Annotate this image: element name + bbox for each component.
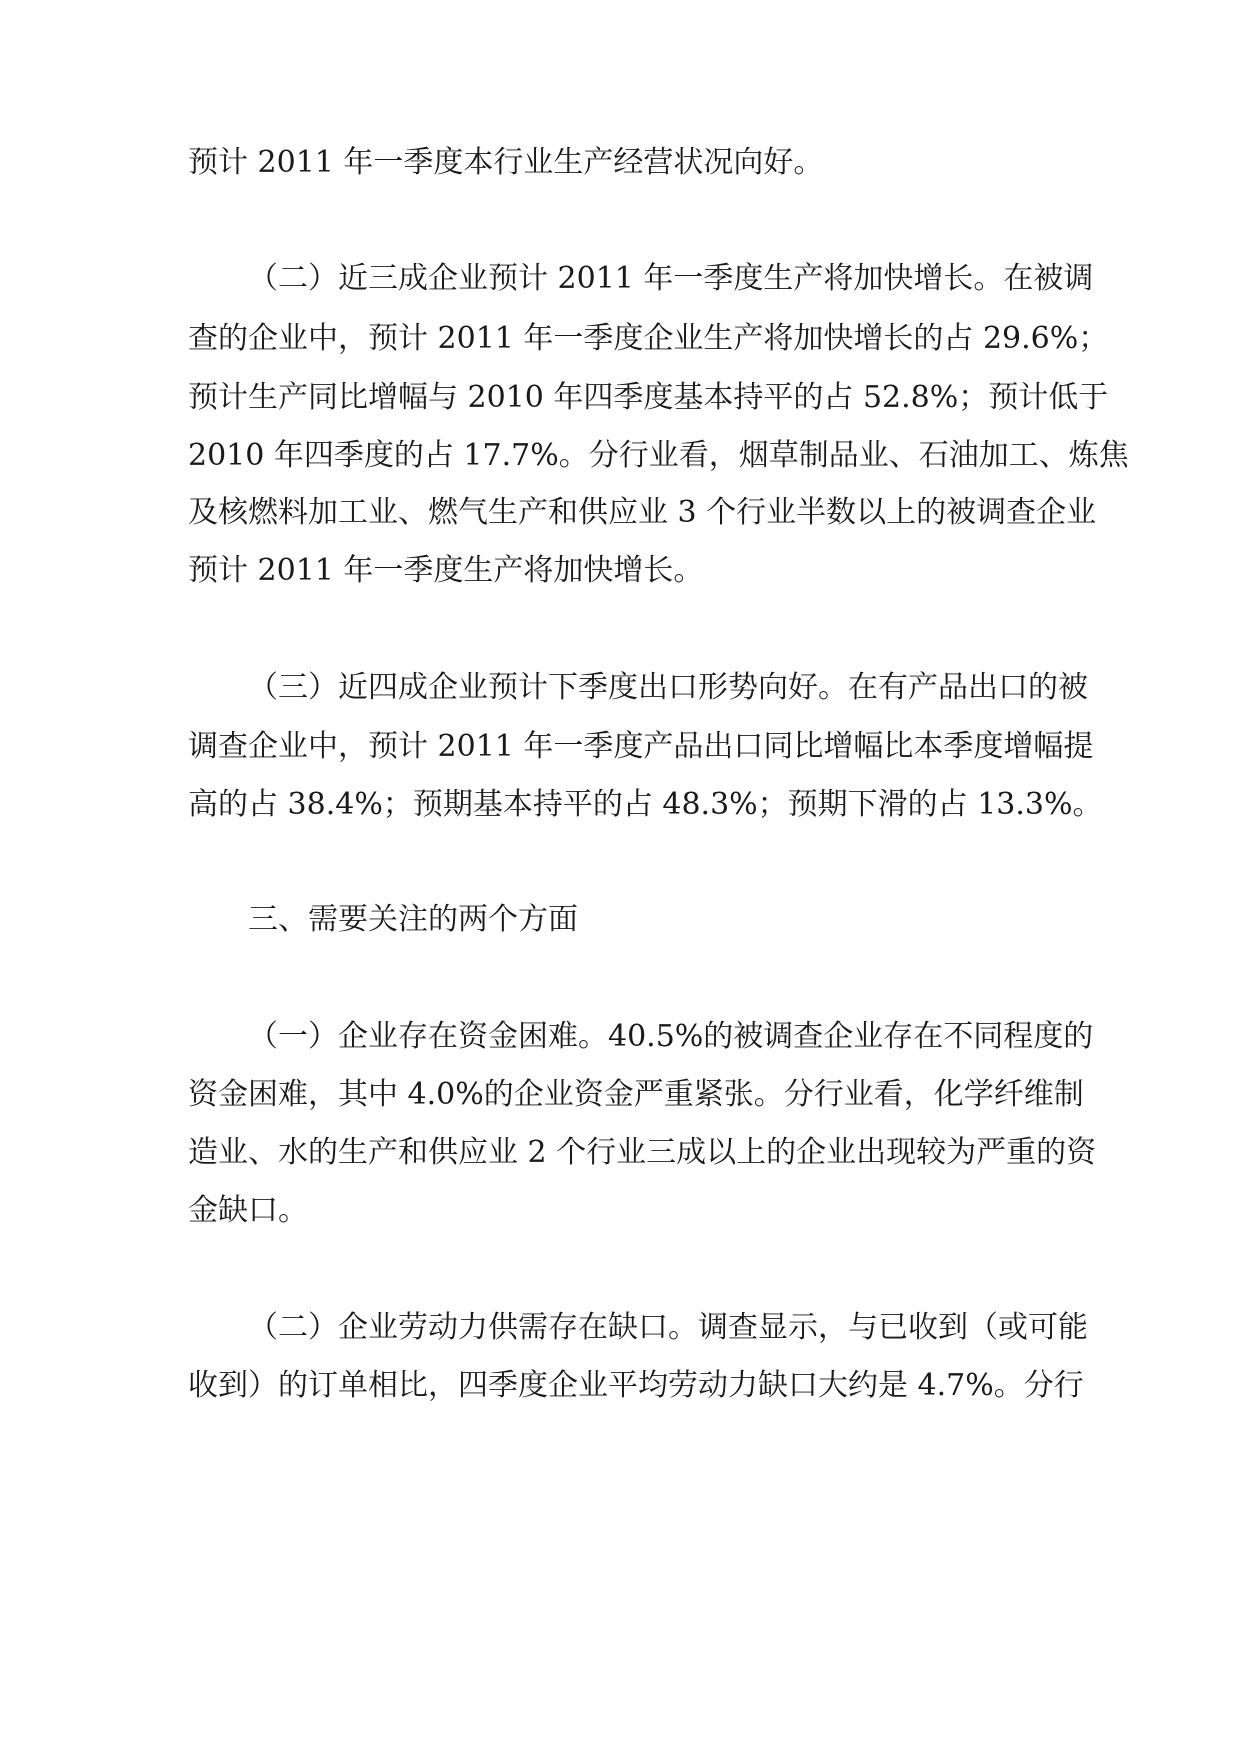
text-line: 高的占 38.4%；预期基本持平的占 48.3%；预期下滑的占 13.3%。 [188, 787, 1103, 822]
text-line: 2010 年四季度的占 17.7%。分行业看，烟草制品业、石油加工、炼焦 [188, 438, 1129, 473]
text-line: 预计 2011 年一季度生产将加快增长。 [188, 553, 704, 588]
text-line: 造业、水的生产和供应业 2 个行业三成以上的企业出现较为严重的资 [188, 1135, 1097, 1170]
text-line: （二）企业劳动力供需存在缺口。调查显示，与已收到（或可能 [248, 1310, 1088, 1345]
text-line: 收到）的订单相比，四季度企业平均劳动力缺口大约是 4.7%。分行 [188, 1368, 1084, 1403]
text-line: 预计生产同比增幅与 2010 年四季度基本持平的占 52.8%；预计低于 [188, 380, 1109, 415]
text-line: 预计 2011 年一季度本行业生产经营状况向好。 [188, 145, 824, 180]
text-line: 及核燃料加工业、燃气生产和供应业 3 个行业半数以上的被调查企业 [188, 495, 1097, 530]
text-line: （二）近三成企业预计 2011 年一季度生产将加快增长。在被调 [248, 261, 1094, 296]
text-line: 资金困难，其中 4.0%的企业资金严重紧张。分行业看，化学纤维制 [188, 1077, 1084, 1112]
text-line: 调查企业中，预计 2011 年一季度产品出口同比增幅比本季度增幅提 [188, 729, 1094, 764]
text-line: （一）企业存在资金困难。40.5%的被调查企业存在不同程度的 [248, 1019, 1094, 1054]
text-line: 金缺口。 [188, 1193, 308, 1228]
text-line: （三）近四成企业预计下季度出口形势向好。在有产品出口的被 [248, 670, 1088, 705]
heading-text: 三、需要关注的两个方面 [248, 902, 578, 937]
text-line: 查的企业中，预计 2011 年一季度企业生产将加快增长的占 29.6%； [188, 321, 1109, 356]
